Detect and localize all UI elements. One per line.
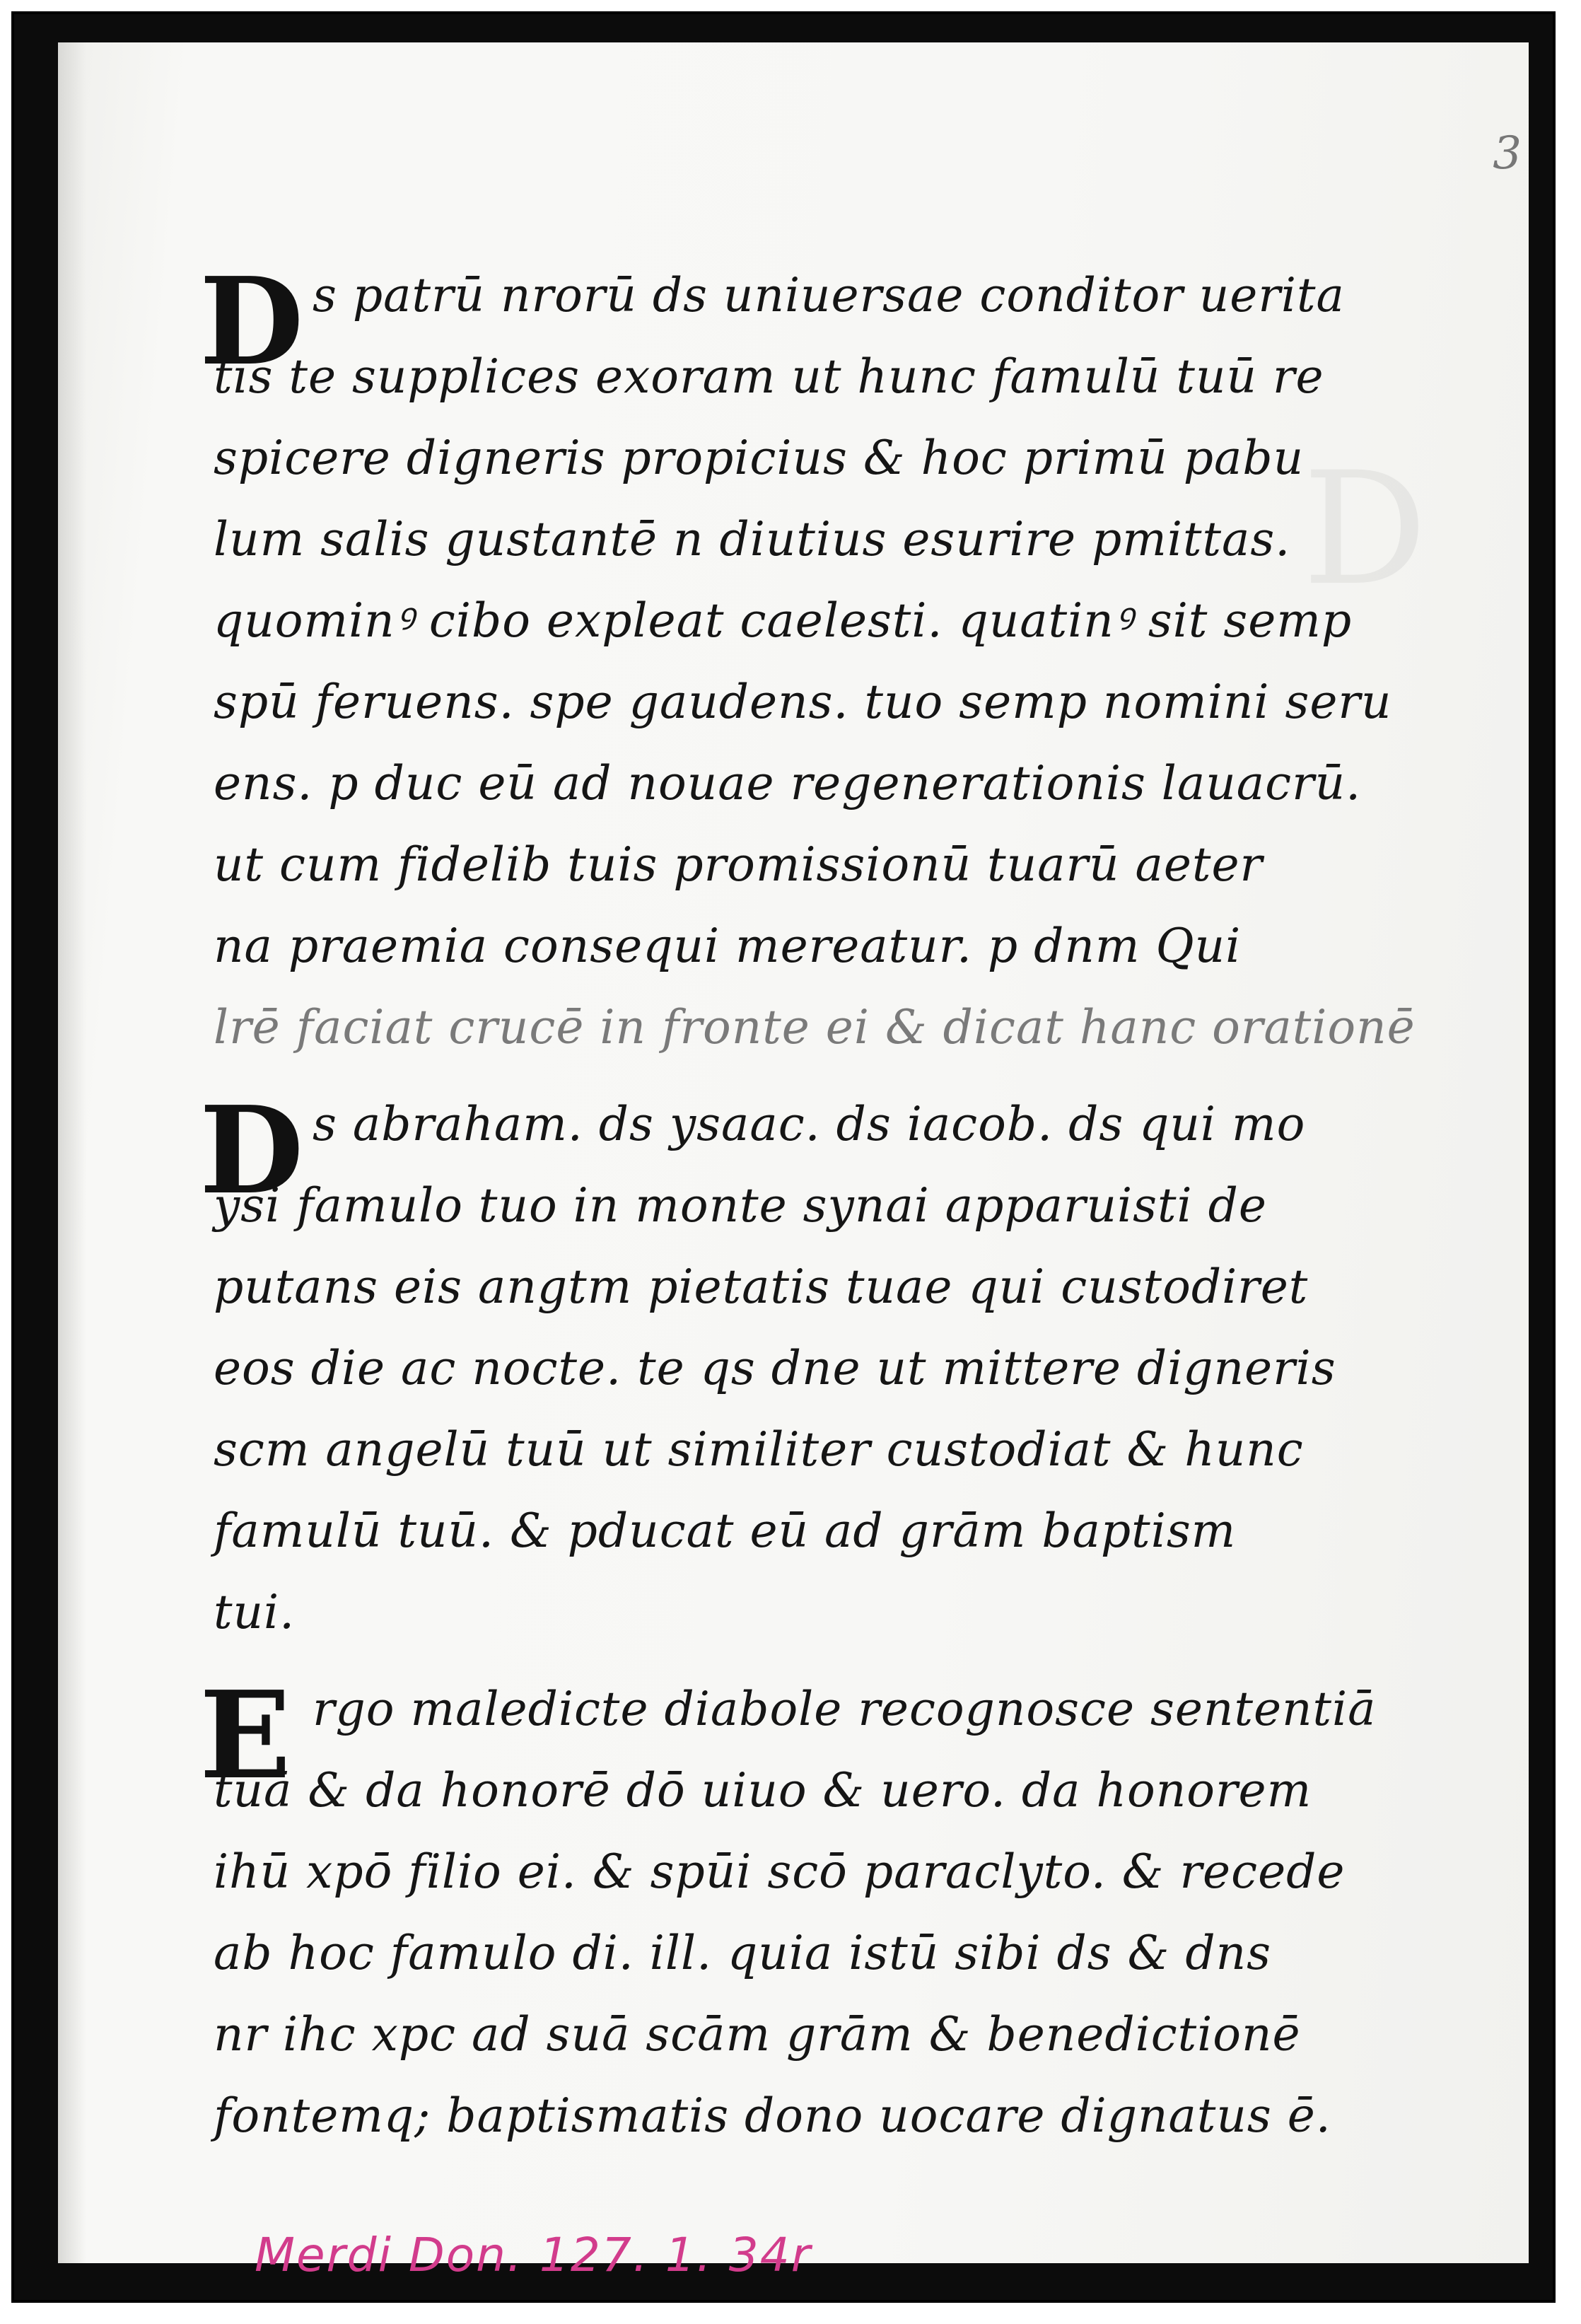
text-line: fontemq; baptismatis dono uocare dignatus ē. (214, 2088, 1331, 2143)
text-line: ens. p duc eū ad nouae regenerationis lauacrū. (214, 756, 1362, 811)
text-line: rgo maledicte diabole recognosce sententiā (313, 1682, 1377, 1736)
page-gutter (58, 42, 86, 2263)
paragraph-1 (199, 251, 1500, 1068)
paragraph-2 (199, 1080, 1500, 1653)
text-line: nr ihc xpc ad suā scām grām & benedictionē (214, 2007, 1301, 2062)
initial-letter: D (199, 1080, 304, 1221)
text-line: quominꝰ cibo expleat caelesti. quatinꝰ sit semp (214, 593, 1353, 648)
initial-letter: E (199, 1665, 291, 1806)
text-line: eos die ac nocte. te qs dne ut mittere digneris (214, 1341, 1336, 1395)
text-line: ysi famulo tuo in monte synai apparuisti de (214, 1178, 1267, 1233)
manuscript-page (58, 42, 1529, 2263)
paragraph-3 (199, 1665, 1500, 2156)
text-line: s abraham. ds ysaac. ds iacob. ds qui mo (313, 1097, 1306, 1151)
text-line: famulū tuū. & pducat eū ad grām baptism (214, 1504, 1237, 1558)
text-line: ut cum fidelib tuis promissionū tuarū aeter (214, 837, 1264, 892)
text-line: s patrū nrorū ds uniuersae conditor ueritа (313, 268, 1345, 323)
text-line: tuā & da honorē dō uiuo & uero. da honorem (214, 1763, 1312, 1818)
text-line: tui. (214, 1585, 296, 1639)
folio-number: 3 (1493, 127, 1522, 180)
text-line: putans eis angtm pietatis tuae qui custodiret (214, 1260, 1309, 1314)
photo-frame (11, 11, 1556, 2303)
text-line: ihū xpō filio ei. & spūi scō paraclyto. & recede (214, 1844, 1346, 1899)
text-line: scm angelū tuū ut similiter custodiat & hunc (214, 1422, 1304, 1477)
show-through-initial: D (1302, 438, 1428, 620)
text-line: na praemia consequi mereatur. p dnm Qui (214, 919, 1242, 973)
text-line: tis te supplices exoram ut hunc famulū tuū re (214, 349, 1324, 404)
text-line: ab hoc famulo di. ill. quia istū sibi ds & dns (214, 1926, 1272, 1980)
text-line: lum salis gustantē n diutius esurire pmittas. (214, 512, 1291, 567)
text-line: spicere digneris propicius & hoc primū pabu (214, 431, 1305, 485)
rubric-line: lrē faciat crucē in fronte ei & dicat hanc orationē (214, 1000, 1416, 1054)
text-block (199, 251, 1500, 2172)
initial-letter: D (199, 251, 304, 393)
library-shelfmark-stamp: Merdi Don. 127. 1. 34r (255, 2228, 812, 2282)
text-line: spū feruens. spe gaudens. tuo semp nomini seru (214, 675, 1392, 729)
